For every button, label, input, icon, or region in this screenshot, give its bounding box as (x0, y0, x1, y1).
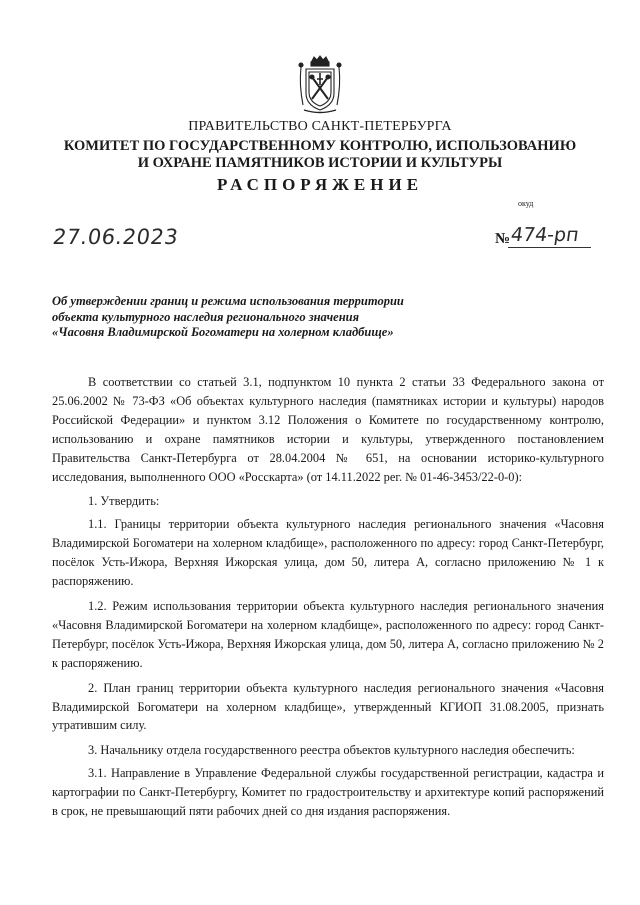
committee-name-line1: КОМИТЕТ ПО ГОСУДАРСТВЕННОМУ КОНТРОЛЮ, ИСПОЛЬЗОВАНИЮ (63, 138, 577, 154)
paragraph-2: 2. План границ территории объекта культурного наследия регионального значения «Часовня Владимирской Богоматери на холерном кладбище», утвержденный КГИОП 31.08.2005, признать утратившим силу. (52, 680, 604, 733)
coat-of-arms-icon (298, 55, 342, 115)
document-subject (52, 294, 472, 341)
number-underline (508, 247, 591, 248)
government-name: ПРАВИТЕЛЬСТВО САНКТ-ПЕТЕРБУРГА (188, 119, 452, 134)
okud-label: окуд (518, 199, 534, 208)
paragraph-1-2: 1.2. Режим использования территории объекта культурного наследия регионального значения «Часовня Владимирской Богоматери на холерном кладбище», расположенного по адресу: город Санкт-Петербург, посёлок Усть-Ижора, Верхняя Ижорская улица, дом 50, литера А, согласно приложению № 2 к распоряжению. (52, 598, 604, 670)
subject-line3: «Часовня Владимирской Богоматери на холерном кладбище» (52, 325, 394, 339)
document-date: 27.06.2023 (51, 225, 180, 249)
document-number: 474-рп (509, 224, 581, 246)
paragraph-1-1: 1.1. Границы территории объекта культурного наследия регионального значения «Часовня Владимирской Богоматери на холерном кладбище», расположенного по адресу: город Санкт-Петербург, посёлок Усть-Ижора, Верхняя Ижорская улица, дом 50, литера А, согласно приложению № 1 к распоряжению. (52, 517, 604, 589)
committee-name (0, 138, 640, 172)
committee-name-line2: И ОХРАНЕ ПАМЯТНИКОВ ИСТОРИИ И КУЛЬТУРЫ (137, 155, 503, 171)
paragraph-1: 1. Утвердить: (88, 494, 160, 509)
paragraph-3-1: 3.1. Направление в Управление Федеральной службы государственной регистрации, кадастра и картографии по Санкт-Петербургу, Комитет по градостроительству и архитектуре копий распоряжений в срок, не превышающий пяти рабочих дней со дня издания распоряжения. (52, 766, 604, 819)
subject-line2: объекта культурного наследия регионального значения (52, 309, 360, 324)
paragraph-preamble: В соответствии со статьей 3.1, подпунктом 10 пункта 2 статьи 33 Федерального закона от 25.06.2002 № 73-ФЗ «Об объектах культурного наследия (памятниках истории и культуры) народов Российской Федерации» и пунктом 3.12 Положения о Комитете по государственному контролю, использованию и охране памятников истории и культуры, утвержденного постановлением Правительства Санкт-Петербурга от 28.04.2004 № 651, на основании историко-культурного исследования, выполненного ООО «Росскарта» (от 14.11.2022 рег. № 01-46-3453/22-0-0): (52, 375, 604, 484)
paragraph-3: 3. Начальнику отдела государственного реестра объектов культурного наследия обеспечить: (88, 743, 575, 758)
subject-line1: Об утверждении границ и режима использования территории (52, 294, 404, 308)
document-body (52, 373, 604, 827)
number-sign: № (495, 231, 511, 247)
document-type: РАСПОРЯЖЕНИЕ (216, 175, 424, 194)
